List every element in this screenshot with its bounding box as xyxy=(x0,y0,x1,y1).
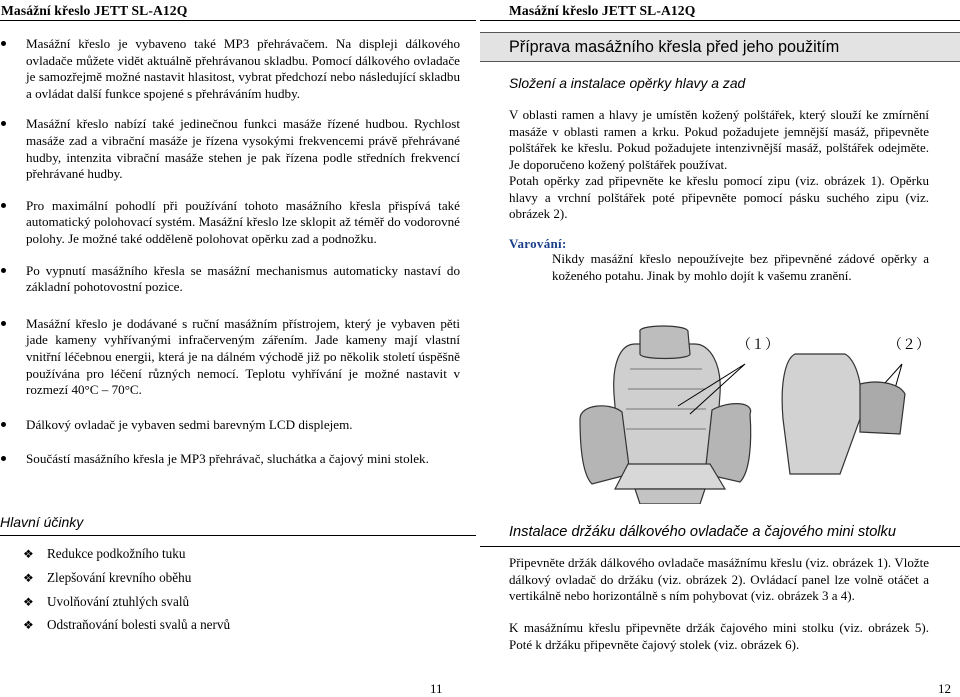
bullet-dot-icon xyxy=(1,456,6,461)
header-rule xyxy=(480,20,960,21)
figure-label-2: （２） xyxy=(888,337,930,353)
diamond-bullet-icon: ❖ xyxy=(23,570,34,585)
chair-illustration xyxy=(540,324,940,504)
zip-paragraph: Potah opěrky zad připevněte ke křeslu pomocí zipu (viz. obrázek 1). Opěrku hlavy a vrchní polštářek poté připevněte pomocí pásku suchého zipu (viz. obrázek 2). xyxy=(509,173,929,221)
bullet-item: Masážní křeslo je vybaveno také MP3 přehrávačem. Na displeji dálkového ovladače můžete vidět aktuálně přehrávanou skladbu. Pomocí dálkového ovladače je samozřejmě možné nastavit hlasitost, vybrat předchozí nebo následující skladbu a ovládat další funkce spojené s přehráváním hudby. xyxy=(0,36,460,102)
main-effects-list xyxy=(23,546,230,641)
bullet-dot-icon xyxy=(1,321,6,326)
effect-item: ❖ Redukce podkožního tuku xyxy=(23,546,186,561)
headrest-paragraph: V oblasti ramen a hlavy je umístěn kožený polštářek, který slouží ke zmírnění masáže v oblasti ramen a krku. Pokud požadujete jemnější masáž, připevněte polštářek ke křeslu. Pokud požadujete intenzivnější masáž, polštářek odejměte. Je doporučeno kožený polštářek používat. xyxy=(509,107,929,172)
section-rule xyxy=(480,546,960,547)
remote-holder-paragraph: Připevněte držák dálkového ovladače masážnímu křeslu (viz. obrázek 1). Vložte dálkový ovladač do držáku (viz. obrázek 2). Ovládací panel lze volně otáčet a vertikálně nebo horizontálně s ním pohybovat (viz. obrázek 3 a 4). xyxy=(509,555,929,603)
main-effects-title: Hlavní účinky xyxy=(0,514,84,530)
diamond-bullet-icon: ❖ xyxy=(23,594,34,609)
effect-item: ❖ Zlepšování krevního oběhu xyxy=(23,569,192,585)
section-rule xyxy=(0,535,476,536)
bullet-item: Dálkový ovladač je vybaven sedmi barevným LCD displejem. xyxy=(0,417,460,434)
effect-item: ❖ Odstraňování bolesti svalů a nervů xyxy=(23,617,231,633)
warning-text: Nikdy masážní křeslo nepoužívejte bez připevněné zádové opěrky a koženého potahu. Jinak by mohlo dojít k vašemu zranění. xyxy=(552,251,929,283)
warning-label: Varování: xyxy=(509,236,567,251)
page-number: 11 xyxy=(430,681,443,696)
left-page xyxy=(0,0,480,696)
bullet-dot-icon xyxy=(1,268,6,273)
section2-title: Instalace držáku dálkového ovladače a čajového mini stolku xyxy=(509,524,896,540)
bullet-dot-icon xyxy=(1,121,6,126)
header-rule xyxy=(0,20,476,21)
right-page xyxy=(480,0,960,696)
section-title-bar xyxy=(480,32,960,62)
page-header: Masážní křeslo JETT SL-A12Q xyxy=(1,3,188,18)
diamond-bullet-icon: ❖ xyxy=(23,547,34,561)
figure-label-1: （１） xyxy=(737,337,779,353)
bullet-dot-icon xyxy=(1,41,6,46)
section-title: Příprava masážního křesla před jeho použitím xyxy=(509,38,840,56)
effect-item: ❖ Uvolňování ztuhlých svalů xyxy=(23,593,190,609)
subsection-title: Složení a instalace opěrky hlavy a zad xyxy=(509,75,746,91)
diamond-bullet-icon: ❖ xyxy=(23,618,34,633)
tea-table-paragraph: K masážnímu křeslu připevněte držák čajového mini stolku (viz. obrázek 5). Poté k držáku připevněte čajový stolek (viz. obrázek 6). xyxy=(509,620,929,652)
feature-bullet-list xyxy=(0,36,460,483)
bullet-item: Pro maximální pohodlí při používání tohoto masážního křesla přispívá také automatický polohovací systém. Masážní křeslo lze sklopit až téměř do vodorovné polohy. Je možné také odděleně polohovat opěrku zad a podnožku. xyxy=(0,198,460,248)
bullet-item: Součástí masážního křesla je MP3 přehrávač, sluchátka a čajový mini stolek. xyxy=(0,451,460,468)
page-header: Masážní křeslo JETT SL-A12Q xyxy=(509,3,696,18)
bullet-item: Masážní křeslo nabízí také jedinečnou funkci masáže řízené hudbou. Rychlost masáže zad a vibrační masáže je řízena vysokými frekvencemi právě přehrávané hudby, intenzita vibrační masáže stehen je pak řízena podle středních frekvencí přehrávané hudby. xyxy=(0,116,460,182)
page-number: 12 xyxy=(938,681,951,696)
bullet-dot-icon xyxy=(1,422,6,427)
bullet-item: Masážní křeslo je dodávané s ruční masážním přístrojem, který je vybaven pěti jade kameny vyhřívanými infračerveným zářením. Jade kameny mají vlastní vnitřní léčebnou energii, která je na dálném východě již po několik století úspěšně používána pro léčení různých nemocí. Teplotu vyhřívání je možné nastavit v rozmezí 40°C – 70°C. xyxy=(0,316,460,399)
bullet-dot-icon xyxy=(1,203,6,208)
bullet-item: Po vypnutí masážního křesla se masážní mechanismus automaticky nastaví do základní pohotovostní pozice. xyxy=(0,263,460,296)
